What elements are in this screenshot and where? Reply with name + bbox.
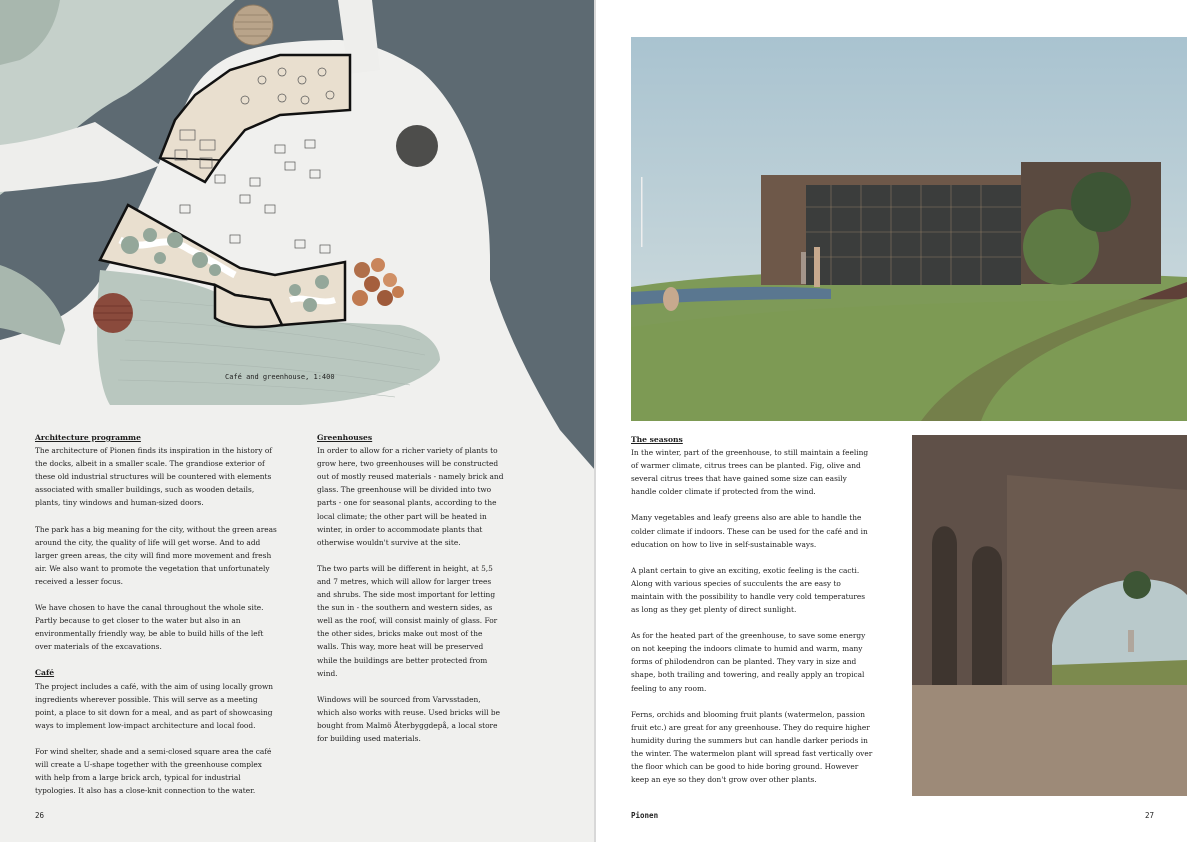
- seasons-heading: The seasons: [631, 435, 683, 444]
- architecture-paragraph-1: The architecture of Pionen finds its inspiration in the history of the docks, albeit in a smaller scale. The grandiose exterior of these old industrial structures will be countered with elements associated with smaller buildings, such as wooden details, plants, tiny windows and human-sized doors.: [35, 446, 273, 508]
- footer-label: Pionen: [631, 811, 659, 820]
- architecture-paragraph-3: We have chosen to have the canal throughout the whole site. Partly because to get closer to the water but also in an environmentally friendly way, be able to build hills of the left over materials of the excavations.: [35, 603, 264, 652]
- cafe-paragraph-1: The project includes a café, with the aim of using locally grown ingredients wherever possible. This will serve as a meeting point, a place to sit down for a meal, and as part of showcasing ways to implement low-impact architecture and local food.: [35, 681, 274, 730]
- cafe-paragraph-2: For wind shelter, shade and a semi-closed square area the café will create a U-shape together with the greenhouse complex with help from a large brick arch, typical for industrial typologies. It also has a close-knit connection to the water.: [35, 746, 272, 796]
- architecture-paragraph-2: The park has a big meaning for the city, without the green areas around the city, the quality of life will get worse. And to add larger green areas, the city will find more movement and fresh air. We also want to promote the vegetation that unfortunately received a lesser focus.: [35, 524, 277, 586]
- cafe-heading: Café: [35, 668, 55, 678]
- seasons-paragraph-5: Ferns, orchids and blooming fruit plants (watermelon, passion fruit etc.) are great for any greenhouse. They do require higher humidity during the summers but can handle darker periods in the winter. The watermelon plant will spread fast vertically over the floor which can be good to hide boring ground. However keep an eye so they don't grow over other plants.: [631, 709, 873, 785]
- left-page: [0, 0, 595, 842]
- seasons-paragraph-1: In the winter, part of the greenhouse, to still maintain a feeling of warmer climate, citrus trees can be planted. Fig, olive and several citrus trees that have gained some size can easily handle colder climate if protected from the wind.: [631, 448, 869, 497]
- wood-swatch: [233, 5, 273, 45]
- seasons-paragraph-2: Many vegetables and leafy greens also are able to handle the colder climate if indoors. These can be used for the café and in education on how to live in self-sustainable ways.: [631, 513, 868, 549]
- stone-swatch: [396, 125, 438, 167]
- right-page: [596, 0, 1191, 842]
- greenhouses-paragraph-3: Windows will be sourced from Varvsstaden, which also works with reuse. Used bricks will be bought from Malmö Återbyggdepå, a local store for building used materials.: [317, 694, 501, 743]
- lawn-left: [0, 265, 65, 345]
- greenhouses-heading: Greenhouses: [317, 433, 373, 442]
- seasons-paragraph-3: A plant certain to give an exciting, exotic feeling is the cacti. Along with various species of succulents the are easy to maintain with the possibility to handle very cold temperatures as long as they get plenty of direct sunlight.: [631, 565, 866, 615]
- greenhouses-column: [317, 431, 505, 758]
- architecture-heading: Architecture programme: [35, 433, 141, 442]
- architecture-column: [35, 431, 279, 810]
- brick-arch-render: [912, 435, 1187, 796]
- greenhouses-paragraph-2: The two parts will be different in height, at 5,5 and 7 metres, which will allow for larger trees and shrubs. The side most important for letting the sun in - the southern and western sides, as well as the roof, will consist mainly of glass. For the other sides, bricks make out most of the walls. This way, more heat will be preserved while the buildings are better protected from wind.: [317, 563, 498, 678]
- greenhouses-paragraph-1: In order to allow for a richer variety of plants to grow here, two greenhouses will be constructed out of mostly reused materials - namely brick and glass. The greenhouse will be divided into two parts - one for seasonal plants, according to the local climate; the other part will be heated in winter, in order to accommodate plants that otherwise wouldn't survive at the site.: [317, 446, 504, 547]
- page-number-left: 26: [35, 811, 45, 820]
- plan-caption: Café and greenhouse, 1:400: [225, 373, 335, 381]
- greenhouse-exterior-render: [631, 37, 1187, 421]
- seasons-paragraph-4: As for the heated part of the greenhouse, to save some energy on not keeping the indoors climate to humid and warm, many forms of philodendron can be planted. They vary in size and shape, both trailing and towering, and really apply an tropical feeling to any room.: [631, 631, 866, 693]
- page-number-right: 27: [1145, 811, 1155, 820]
- seasons-column: [631, 433, 873, 799]
